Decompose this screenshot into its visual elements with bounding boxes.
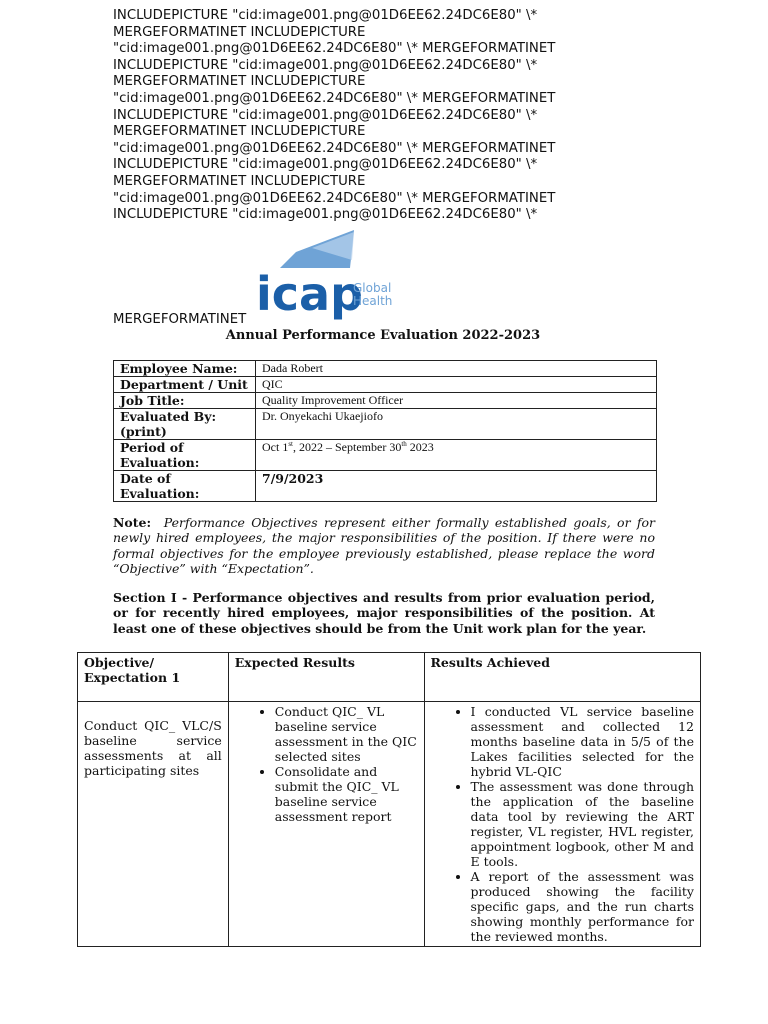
info-value: 7/9/2023 — [256, 471, 657, 502]
header-expected-results: Expected Results — [228, 653, 424, 702]
employee-info-table — [113, 360, 657, 502]
objectives-table — [77, 652, 701, 947]
info-row-employee-name — [114, 361, 657, 377]
info-label: Job Title: — [114, 393, 256, 409]
list-item: • Consolidate and submit the QIC_ VL baseline service assessment report — [275, 764, 418, 824]
info-label: Department / Unit — [114, 377, 256, 393]
info-value: Dr. Onyekachi Ukaejiofo — [256, 409, 657, 440]
note-label: Note: — [113, 515, 152, 530]
logo-wordmark: icap — [256, 267, 364, 320]
section-heading: Section I - Performance objectives and results from prior evaluation period, or for recently hired employees, major responsibilities of the position. At least one of these objectives should be from the Unit work plan for the year. — [113, 590, 655, 636]
field-code-tail: MERGEFORMATINET — [113, 312, 247, 327]
results-achieved-cell — [424, 702, 700, 947]
logo-tagline-health: Health — [353, 294, 393, 308]
info-row-period — [114, 440, 657, 471]
expected-results-cell — [228, 702, 424, 947]
note-paragraph — [113, 515, 655, 576]
includepicture-field-code: INCLUDEPICTURE "cid:image001.png@01D6EE62.24DC6E80" \* MERGEFORMATINET INCLUDEPICTURE "cid:image001.png@01D6EE62.24DC6E80" \* MERGEFORMATINET INCLUDEPICTURE "cid:image001.png@01D6EE62.24DC6E80" \* MERGEFORMATINET INCLUDEPICTURE "cid:image001.png@01D6EE62.24DC6E80" \* MERGEFORMATINET INCLUDEPICTURE "cid:image001.png@01D6EE62.24DC6E80" \* MERGEFORMATINET INCLUDEPICTURE "cid:image001.png@01D6EE62.24DC6E80" \* MERGEFORMATINET INCLUDEPICTURE "cid:image001.png@01D6EE62.24DC6E80" \* MERGEFORMATINET INCLUDEPICTURE "cid:image001.png@01D6EE62.24DC6E80" \* MERGEFORMATINET INCLUDEPICTURE "cid:image001.png@01D6EE62.24DC6E80" \* — [113, 8, 556, 223]
info-label: Evaluated By: (print) — [114, 409, 256, 440]
objective-cell — [78, 702, 229, 947]
list-item: • A report of the assessment was produced showing the facility specific gaps, and the run charts showing monthly performance for the reviewed months. — [471, 869, 694, 944]
header-results-achieved: Results Achieved — [424, 653, 700, 702]
info-row-department — [114, 377, 657, 393]
note-body: Performance Objectives represent either formally established goals, or for newly hired employees, the major responsibilities of the position. If there were no formal objectives for the employee previously established, please replace the word “Objective” with “Expectation”. — [113, 515, 655, 576]
list-item: • The assessment was done through the application of the baseline data tool by reviewing the ART register, VL register, HVL register, appointment logbook, other M and E tools. — [471, 779, 694, 869]
info-label: Date of Evaluation: — [114, 471, 256, 502]
list-item: • I conducted VL service baseline assessment and collected 12 months baseline data in 5/5 of the Lakes facilities selected for the hybrid VL-QIC — [471, 704, 694, 779]
info-value: Oct 1st, 2022 – September 30th 2023 — [256, 440, 657, 471]
results-achieved-list — [425, 704, 694, 944]
info-value: QIC — [256, 377, 657, 393]
info-label: Employee Name: — [114, 361, 256, 377]
info-row-evaluated-by — [114, 409, 657, 440]
objectives-row — [78, 702, 701, 947]
icap-logo — [256, 230, 398, 320]
info-label: Period of Evaluation: — [114, 440, 256, 471]
info-row-date — [114, 471, 657, 502]
objective-text: Conduct QIC_ VLC/S baseline service assessments at all participating sites — [84, 718, 222, 778]
list-item: • Conduct QIC_ VL baseline service assessment in the QIC selected sites — [275, 704, 418, 764]
expected-results-list — [229, 704, 418, 824]
info-row-job-title — [114, 393, 657, 409]
document-title: Annual Performance Evaluation 2022-2023 — [225, 328, 541, 343]
logo-tagline-global: Global — [353, 281, 392, 295]
header-objective: Objective/ Expectation 1 — [78, 653, 229, 702]
objectives-header-row — [78, 653, 701, 702]
info-value: Dada Robert — [256, 361, 657, 377]
info-value: Quality Improvement Officer — [256, 393, 657, 409]
